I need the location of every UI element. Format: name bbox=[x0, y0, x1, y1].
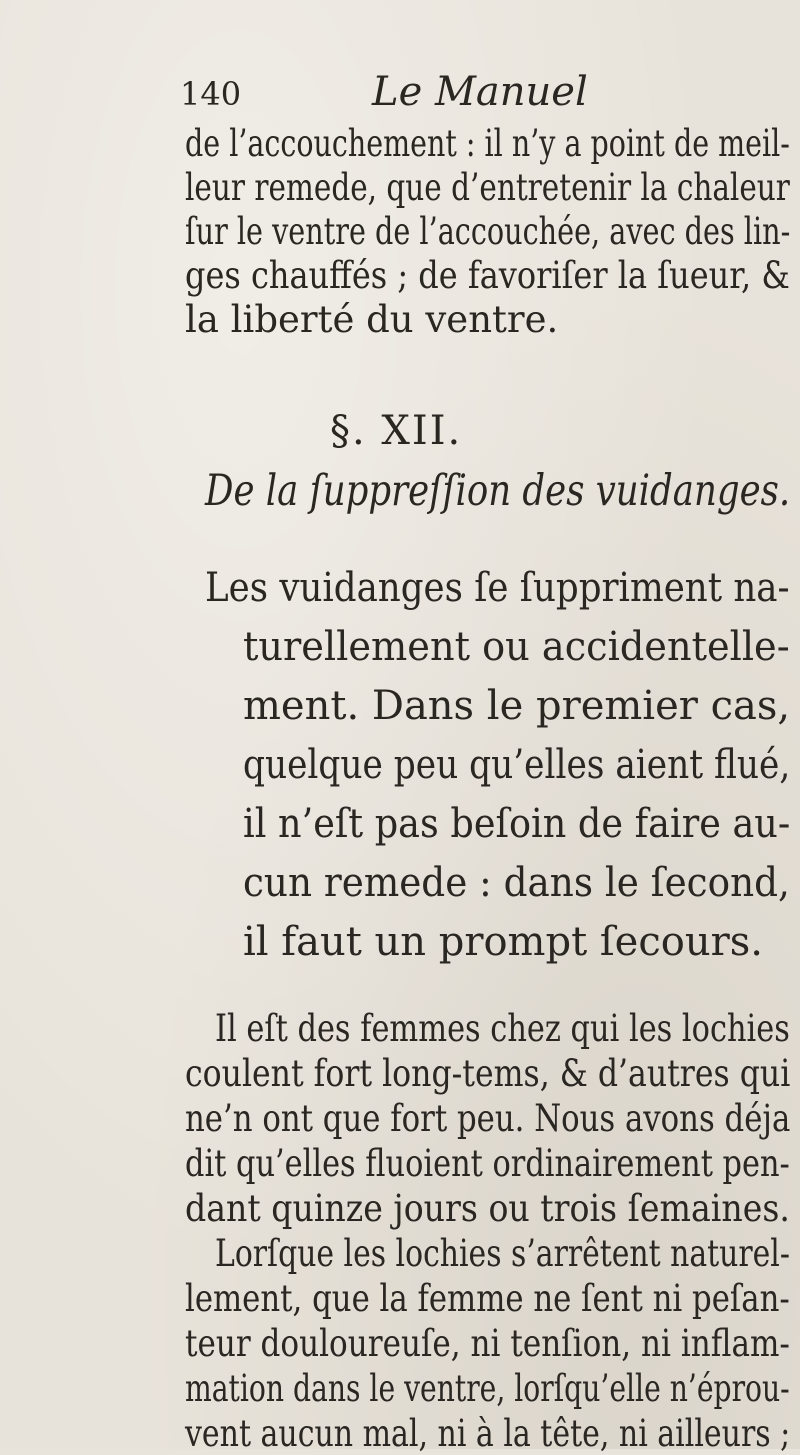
text-line: leur remede, que d’entretenir la chaleur bbox=[185, 166, 790, 209]
text-line: Lorſque les lochies s’arrêtent naturel- bbox=[215, 1232, 790, 1275]
section-title: De la ſuppreſſion des vuidanges. bbox=[205, 466, 791, 516]
text-line: lement, que la femme ne ſent ni peſan- bbox=[185, 1277, 790, 1320]
text-line: turellement ou accidentelle- bbox=[243, 624, 790, 670]
text-line: dit qu’elles fluoient ordinairement pen- bbox=[185, 1142, 790, 1185]
text-line: vent aucun mal, ni à la tête, ni ailleurs ; bbox=[185, 1412, 791, 1455]
section-number: §. XII. bbox=[330, 408, 463, 454]
text-line: Il eſt des femmes chez qui les lochies bbox=[215, 1007, 790, 1050]
text-line: de l’accouchement : il n’y a point de meil- bbox=[185, 122, 790, 165]
page-number: 140 bbox=[180, 75, 242, 113]
text-line: dant quinze jours ou trois ſemaines. bbox=[185, 1187, 790, 1230]
running-title: Le Manuel bbox=[372, 69, 588, 115]
text-line: ment. Dans le premier cas, bbox=[243, 683, 791, 729]
text-line: la liberté du ventre. bbox=[185, 298, 559, 341]
text-line: ſur le ventre de l’accouchée, avec des lin- bbox=[185, 210, 791, 253]
text-line: ne’n ont que fort peu. Nous avons déja bbox=[185, 1097, 791, 1140]
text-line: quelque peu qu’elles aient flué, bbox=[243, 742, 791, 788]
text-line: ges chauffés ; de favoriſer la ſueur, & bbox=[185, 254, 790, 297]
text-line: mation dans le ventre, lorſqu’elle n’éprou- bbox=[185, 1367, 790, 1410]
text-line: cun remede : dans le ſecond, bbox=[243, 860, 790, 906]
text-line: il n’eſt pas beſoin de faire au- bbox=[243, 801, 791, 847]
text-line: il faut un prompt ſecours. bbox=[243, 919, 763, 965]
text-line: Les vuidanges ſe ſuppriment na- bbox=[205, 565, 790, 611]
text-line: coulent fort long-tems, & d’autres qui bbox=[185, 1052, 791, 1095]
text-line: teur douloureuſe, ni tenſion, ni inflam- bbox=[185, 1322, 790, 1365]
